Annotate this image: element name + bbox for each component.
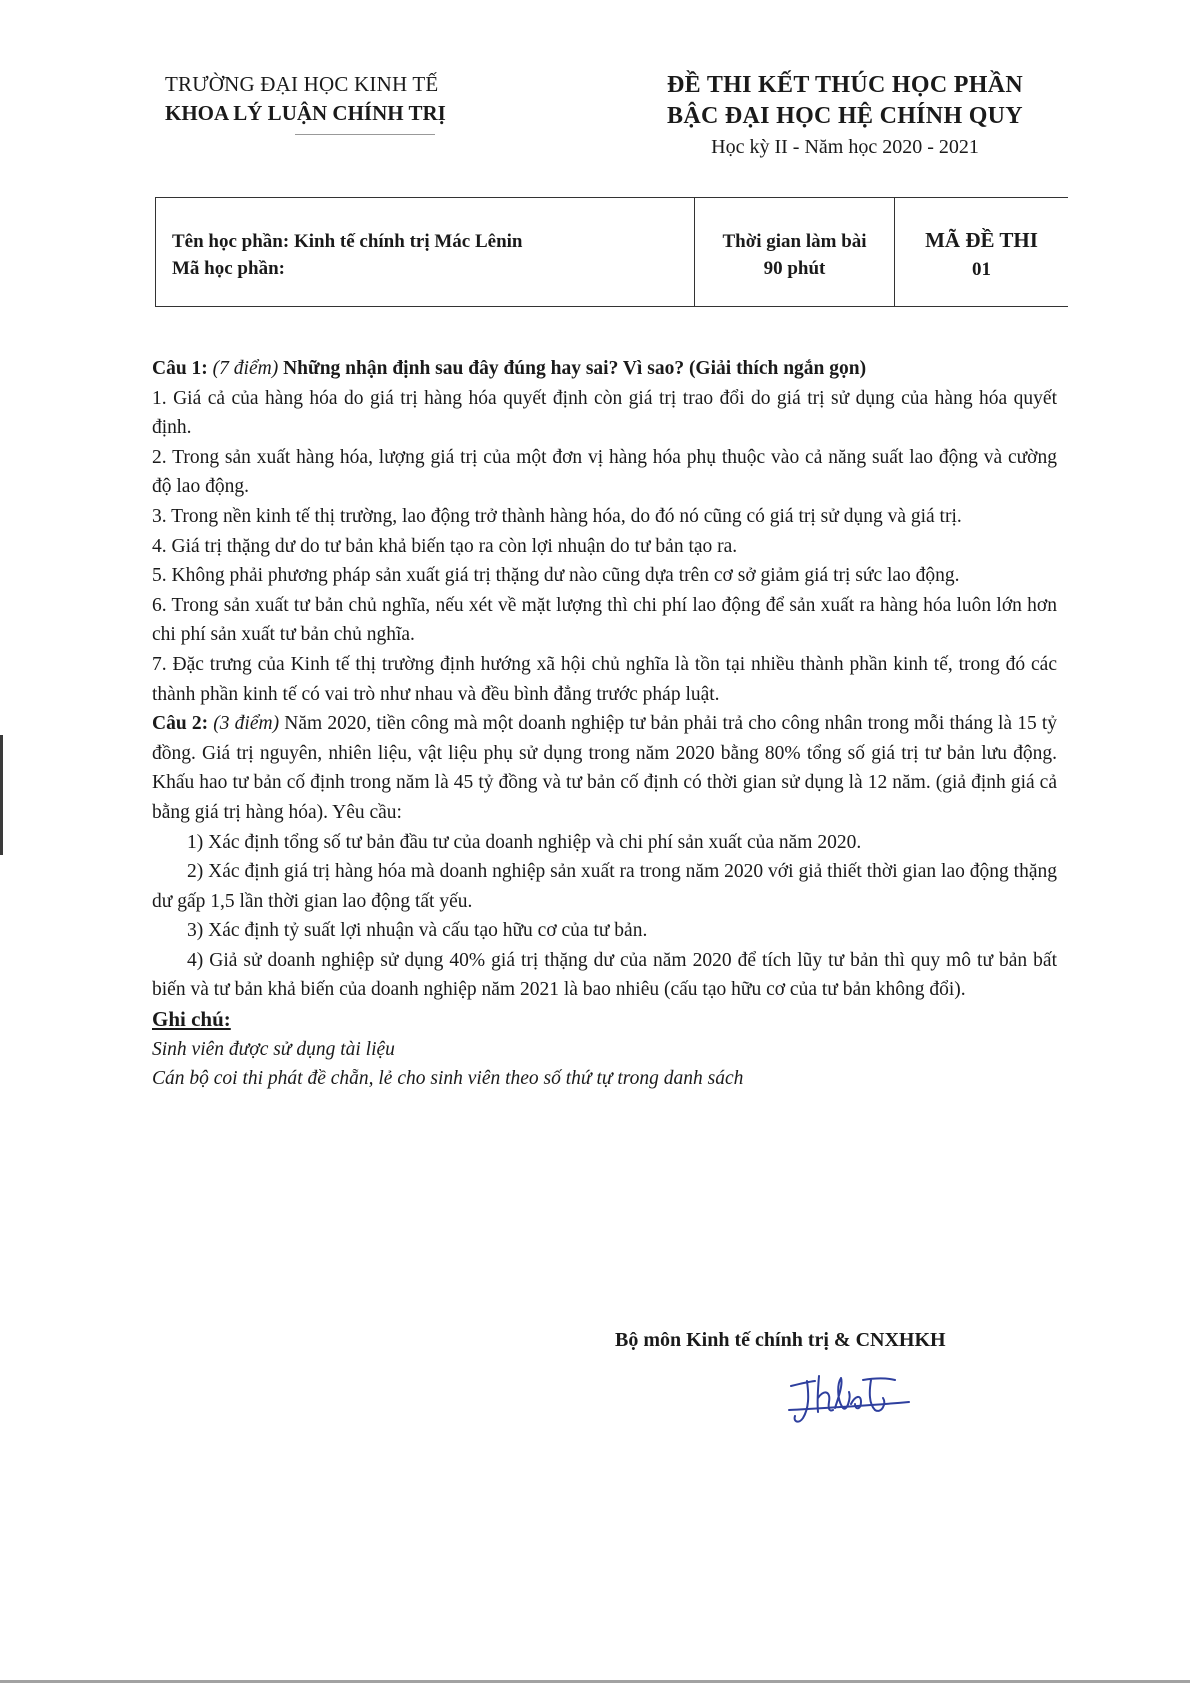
statement-item: 2. Trong sản xuất hàng hóa, lượng giá trị của một đơn vị hàng hóa phụ thuộc vào cả năng suất lao động và cường độ lao động.: [152, 446, 1057, 498]
statement-item: 5. Không phải phương pháp sản xuất giá trị thặng dư nào cũng dựa trên cơ sở giảm giá trị sức lao động.: [152, 565, 960, 587]
note-line: Sinh viên được sử dụng tài liệu: [152, 1038, 395, 1060]
course-cell: [156, 198, 694, 306]
course-label: Tên học phần:: [172, 231, 290, 252]
time-label: Thời gian làm bài: [722, 231, 867, 252]
task-item: 2) Xác định giá trị hàng hóa mà doanh nghiệp sản xuất ra trong năm 2020 với giả thiết thời gian lao động thặng dư gấp 1,5 lần thời gian lao động tất yếu.: [152, 861, 1057, 912]
question-2-points: (3 điểm): [213, 713, 280, 735]
statement-item: 1. Giá cả của hàng hóa do giá trị hàng hóa quyết định còn giá trị trao đổi do giá trị sử dụng của hàng hóa quyết định.: [152, 387, 1057, 439]
time-cell: [694, 198, 894, 306]
faculty-name: KHOA LÝ LUẬN CHÍNH TRỊ: [165, 101, 446, 125]
exam-info-table: [155, 197, 1068, 307]
course-name: Kinh tế chính trị Mác Lênin: [293, 231, 523, 252]
statement-item: 4. Giá trị thặng dư do tư bản khả biến tạo ra còn lợi nhuận do tư bản tạo ra.: [152, 535, 738, 557]
question-1-label: Câu 1:: [152, 358, 208, 379]
document-header: [0, 72, 1190, 182]
question-1-points: (7 điểm): [212, 358, 279, 379]
time-value: 90 phút: [763, 258, 826, 279]
signature-graphic: [785, 1368, 915, 1438]
exam-title: ĐỀ THI KẾT THÚC HỌC PHẦN: [667, 72, 1023, 98]
scan-edge-mark: [0, 735, 3, 855]
task-item: 1) Xác định tổng số tư bản đầu tư của doanh nghiệp và chi phí sản xuất của năm 2020.: [187, 831, 862, 853]
notes-heading: Ghi chú:: [152, 1007, 231, 1032]
task-item: 3) Xác định tỷ suất lợi nhuận và cấu tạo hữu cơ của tư bản.: [187, 920, 648, 942]
exam-title-block: [640, 72, 1050, 159]
semester-line: Học kỳ II - Năm học 2020 - 2021: [711, 136, 979, 158]
exam-code-value: 01: [972, 259, 991, 280]
scan-bottom-edge: [0, 1680, 1190, 1683]
question-2-intro: Năm 2020, tiền công mà một doanh nghiệp tư bản phải trả cho công nhân trong mỗi tháng là 15 tỷ đồng. Giá trị nguyên, nhiên liệu, vật liệu phụ sử dụng trong năm 2020 bằng 80% tổng số giá trị tư bản lưu động. Khấu hao tư bản cố định trong năm là 45 tỷ đồng và tư bản cố định có thời gian sử dụng là 12 năm. (giả định giá cả bằng giá trị hàng hóa). Yêu cầu:: [152, 713, 1058, 823]
question-2: [152, 709, 1057, 1005]
exam-body: [152, 354, 1057, 1094]
header-divider: [295, 134, 435, 135]
course-code-label: Mã học phần:: [172, 258, 285, 279]
exam-level: BẬC ĐẠI HỌC HỆ CHÍNH QUY: [667, 103, 1023, 129]
question-1-prompt: Những nhận định sau đây đúng hay sai? Vì sao? (Giải thích ngắn gọn): [283, 358, 867, 379]
question-2-intro-paragraph: [152, 709, 1057, 827]
statement-item: 3. Trong nền kinh tế thị trường, lao động trở thành hàng hóa, do đó nó cũng có giá trị sử dụng và giá trị.: [152, 505, 962, 527]
task-item: 4) Giả sử doanh nghiệp sử dụng 40% giá trị thặng dư của năm 2020 để tích lũy tư bản thì quy mô tư bản bất biến và tư bản khả biến của doanh nghiệp năm 2021 là bao nhiêu (cấu tạo hữu cơ của tư bản không đổi).: [152, 949, 1057, 1001]
statement-item: 6. Trong sản xuất tư bản chủ nghĩa, nếu xét về mặt lượng thì chi phí lao động để sản xuất ra hàng hóa luôn lớn hơn chi phí sản xuất tư bản chủ nghĩa.: [152, 594, 1057, 646]
question-2-label: Câu 2:: [152, 713, 209, 735]
note-line: Cán bộ coi thi phát đề chẵn, lẻ cho sinh viên theo số thứ tự trong danh sách: [152, 1068, 744, 1090]
question-1-heading: [152, 354, 1057, 384]
statement-item: 7. Đặc trưng của Kinh tế thị trường định hướng xã hội chủ nghĩa là tồn tại nhiều thành phần kinh tế, trong đó các thành phần kinh tế có vai trò như nhau và đều bình đẳng trước pháp luật.: [152, 653, 1057, 705]
exam-code-label: MÃ ĐỀ THI: [925, 228, 1038, 252]
exam-code-cell: [894, 198, 1068, 306]
university-name: TRƯỜNG ĐẠI HỌC KINH TẾ: [165, 72, 439, 96]
question-1: [152, 354, 1057, 709]
institution-block: [165, 72, 446, 135]
department-signoff: Bộ môn Kinh tế chính trị & CNXHKH: [615, 1329, 946, 1351]
handwritten-signature: [785, 1368, 915, 1443]
